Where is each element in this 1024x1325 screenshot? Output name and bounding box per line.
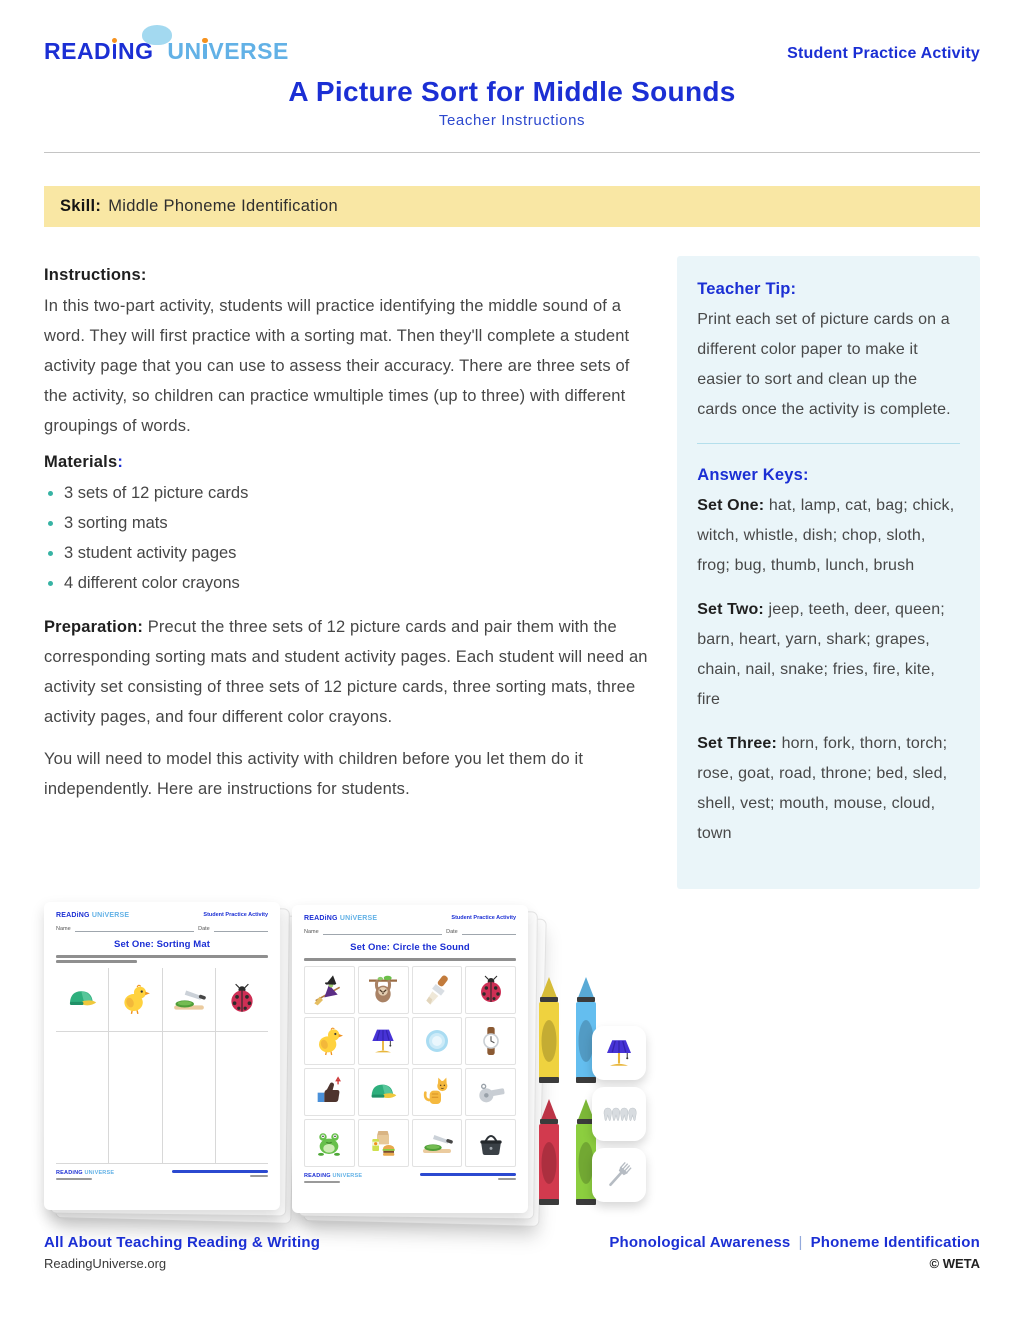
bullet-icon [48,521,53,526]
crayon-red-icon [534,1096,564,1210]
list-item: 3 sets of 12 picture cards [44,478,649,508]
skill-value: Middle Phoneme Identification [108,197,338,215]
lunch-icon [358,1119,409,1167]
date-label: Date [446,929,458,935]
date-line [462,929,516,935]
list-item: 4 different color crayons [44,568,649,598]
reading-universe-logo [44,36,289,66]
lamp-icon [358,1017,409,1065]
mini-badge: Student Practice Activity [203,912,268,918]
name-label: Name [304,929,319,935]
directions-placeholder [56,955,268,963]
lamp-icon [601,1035,637,1071]
list-item: 3 sorting mats [44,508,649,538]
text-placeholder-bar [304,958,516,961]
footer-link-phoneme[interactable]: Phoneme Identification [810,1234,980,1251]
ladybug-icon [216,968,268,1032]
name-label: Name [56,926,71,932]
logo-word-reading: READ NG [44,38,154,64]
page-subtitle: Teacher Instructions [438,112,586,129]
mini-logo: READiNG UNiVERSE [304,915,378,922]
preparation-label: Preparation: [44,618,143,636]
teacher-tip-heading: Teacher Tip: [697,280,797,298]
bullet-icon [48,491,53,496]
doc-type-label: Student Practice Activity [787,45,980,62]
fork-icon [601,1157,637,1193]
mat-column [215,968,268,1163]
skill-banner [44,186,980,227]
skill-label: Skill: [60,197,102,215]
date-label: Date [198,926,210,932]
preparation-paragraph: Preparation: Precut the three sets of 12 picture cards and pair them with the corresponding sorting mats and student activity pages. Each student will need an activity set consisting of three sets of 12 picture cards, three sorting mats, three activity pages, and four different color crayons. [44,618,648,726]
text-placeholder-bar [172,1170,268,1173]
mini-logo: READiNG UNiVERSE [56,912,130,919]
crayons-group [534,974,601,1210]
name-line [75,926,194,932]
footer-separator: | [798,1234,803,1251]
text-placeholder-bar [56,955,268,958]
answer-keys-heading: Answer Keys: [697,466,809,484]
text-placeholder-bar [56,1178,92,1180]
teeth-icon [601,1096,637,1132]
logo-letter-i-icon [113,44,117,59]
logo-word-universe: UN VERSE [167,38,289,64]
main-column [44,256,649,816]
footer-link-phonological[interactable]: Phonological Awareness [609,1234,791,1251]
name-line [323,929,442,935]
footer [44,1234,980,1271]
chick-icon [304,1017,355,1065]
list-item: 3 student activity pages [44,538,649,568]
bullet-icon [48,551,53,556]
sorting-mat-sheet [44,902,280,1210]
cat-icon [412,1068,463,1116]
circle-sound-grid [304,966,516,1167]
preview-section [44,898,980,1220]
mini-footer [56,1170,268,1180]
text-placeholder-bar [56,960,137,963]
sorting-mat-grid [56,968,268,1164]
mat-column [108,968,161,1163]
instructions-heading: Instructions: [44,266,147,284]
instructions-paragraph: In this two-part activity, students will practice identifying the middle sound of a word. They will first practice with a sorting mat. Then they'll complete a student activity page that you can use to assess their accuracy. There are three sets of the activity, so children can practice wmultiple times (up to three) with different groupings of words. [44,297,630,435]
materials-list [44,478,649,598]
set-three-label: Set Three: [697,735,777,752]
logo-letter-i-icon [203,44,207,59]
whistle-icon [465,1068,516,1116]
picture-cards-group [592,1026,646,1202]
set-two-label: Set Two: [697,601,764,618]
footer-site-link[interactable]: ReadingUniverse.org [44,1256,167,1271]
text-placeholder-bar [250,1175,268,1177]
dish-icon [412,1017,463,1065]
cap-icon [56,968,108,1032]
mat-column [162,968,215,1163]
header-divider [44,152,980,153]
mini-title: Set One: Circle the Sound [350,942,470,953]
watch-icon [465,1017,516,1065]
mini-footer [304,1173,516,1183]
thumb-icon [304,1068,355,1116]
answer-key-set-one: Set One: hat, lamp, cat, bag; chick, witch, whistle, dish; chop, sloth, frog; bug, thumb, lunch, brush [697,497,955,574]
answer-key-set-two: Set Two: jeep, teeth, deer, queen; barn, heart, yarn, shark; grapes, chain, nail, snake; fries, fire, kite, fire [697,601,945,708]
frog-icon [304,1119,355,1167]
page-title: A Picture Sort for Middle Sounds [288,76,736,107]
crayon-yellow-icon [534,974,564,1088]
chick-icon [109,968,161,1032]
directions-placeholder [304,958,516,961]
bullet-icon [48,581,53,586]
date-line [214,926,268,932]
circle-sound-sheet [292,905,528,1213]
footer-copyright: © WETA [929,1256,980,1271]
picture-card [592,1087,646,1141]
materials-heading: Materials: [44,453,124,471]
cap-icon [358,1068,409,1116]
chop-icon [163,968,215,1032]
modeling-paragraph: You will need to model this activity with children before you let them do it independently. Here are instructions for students. [44,750,584,798]
teacher-tip-text: Print each set of picture cards on a different color paper to make it easier to sort and clean up the cards once the activity is complete. [697,311,951,418]
footer-link-all-about[interactable]: All About Teaching Reading & Writing [44,1234,321,1251]
mat-column [56,968,108,1163]
set-one-label: Set One: [697,497,765,514]
bag-icon [465,1119,516,1167]
paintbrush-icon [412,966,463,1014]
mini-logo: READiNG UNiVERSE [304,1172,363,1179]
mini-title: Set One: Sorting Mat [114,939,210,950]
mini-logo: READiNG UNiVERSE [56,1169,115,1176]
text-placeholder-bar [304,1181,340,1183]
teacher-panel [677,256,980,889]
content-area [44,256,980,889]
sloth-icon [358,966,409,1014]
picture-card [592,1148,646,1202]
panel-divider [697,443,960,444]
answer-key-set-three: Set Three: horn, fork, thorn, torch; rose, goat, road, throne; bed, sled, shell, vest; mouth, mouse, cloud, town [697,735,948,842]
header [44,36,980,66]
text-placeholder-bar [498,1178,516,1180]
sorting-mat-stack [44,902,280,1210]
text-placeholder-bar [420,1173,516,1176]
mini-badge: Student Practice Activity [451,915,516,921]
witch-icon [304,966,355,1014]
picture-card [592,1026,646,1080]
circle-sound-stack [292,905,528,1213]
chop-icon [412,1119,463,1167]
ladybug-icon [465,966,516,1014]
